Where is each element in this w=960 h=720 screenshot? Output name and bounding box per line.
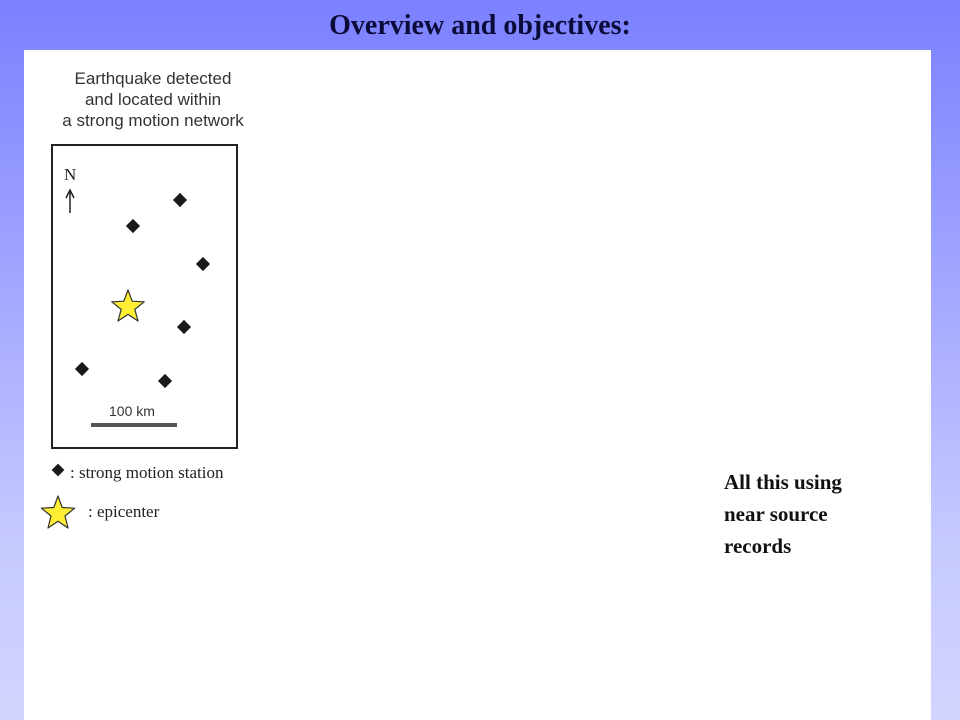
slide-title: Overview and objectives: xyxy=(329,10,631,41)
note-line-3: records xyxy=(724,534,792,558)
legend-epicenter-icon xyxy=(41,496,74,528)
station-marker xyxy=(158,374,172,388)
epicenter-star-icon xyxy=(112,290,144,321)
station-marker xyxy=(173,193,187,207)
north-arrow-icon xyxy=(66,190,74,213)
note-line-1: All this using xyxy=(724,470,842,494)
note-line-2: near source xyxy=(724,502,828,526)
note-text xyxy=(724,466,904,562)
scale-label: 100 km xyxy=(109,403,155,419)
station-marker xyxy=(126,219,140,233)
station-marker xyxy=(75,362,89,376)
legend-station-label: : strong motion station xyxy=(70,463,224,482)
network-map xyxy=(24,50,284,550)
caption-line-2: and located within xyxy=(84,90,222,109)
station-marker xyxy=(177,320,191,334)
caption-line-1: Earthquake detected xyxy=(74,69,232,88)
content-panel xyxy=(24,50,931,720)
north-label: N xyxy=(64,165,77,184)
caption-line-3: a strong motion network xyxy=(62,111,244,130)
station-markers xyxy=(75,193,210,388)
station-marker xyxy=(196,257,210,271)
legend-station-icon xyxy=(52,464,65,477)
legend-epicenter-label: : epicenter xyxy=(88,502,160,521)
